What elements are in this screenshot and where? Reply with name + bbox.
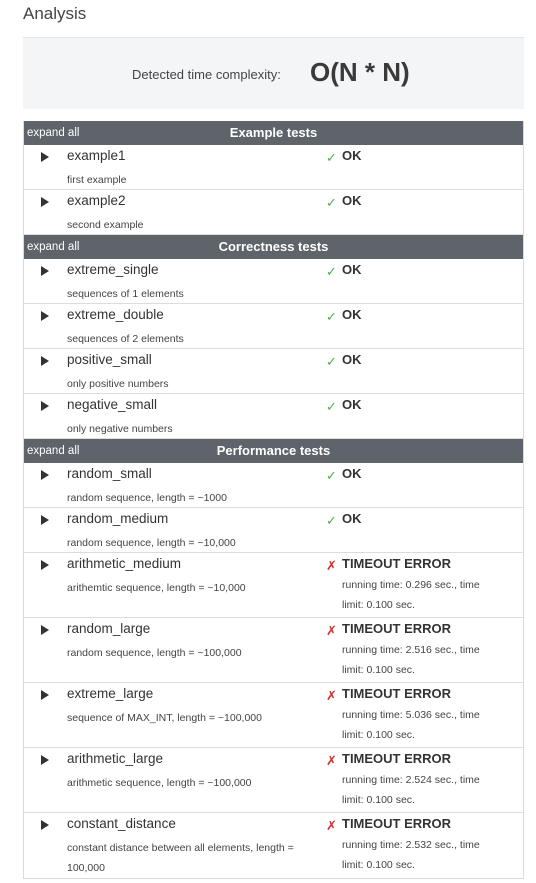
- check-icon: ✓: [326, 264, 337, 279]
- test-name: extreme_large: [67, 686, 154, 701]
- expand-triangle-icon[interactable]: [41, 266, 49, 276]
- expand-triangle-icon[interactable]: [41, 311, 49, 321]
- test-row: [24, 748, 523, 813]
- expand-triangle-icon[interactable]: [41, 197, 49, 207]
- expand-triangle-icon[interactable]: [41, 690, 49, 700]
- group-title: Performance tests: [216, 443, 331, 458]
- test-description: sequences of 1 elements: [67, 288, 184, 300]
- test-row: [24, 553, 523, 618]
- complexity-label: Detected time complexity:: [132, 67, 281, 82]
- check-icon: ✓: [326, 513, 337, 528]
- expand-triangle-icon[interactable]: [41, 152, 49, 162]
- test-status-detail: running time: 5.036 sec., time limit: 0.100 sec.: [342, 709, 480, 741]
- test-description: first example: [67, 174, 127, 186]
- test-row: [24, 349, 523, 394]
- cross-icon: ✗: [326, 558, 337, 573]
- expand-all-link[interactable]: expand all: [27, 445, 80, 457]
- test-name: example2: [67, 193, 126, 208]
- group-header: [24, 439, 523, 463]
- test-description: constant distance between all elements, length = 100,000: [67, 842, 294, 874]
- test-row: [24, 259, 523, 304]
- test-status: TIMEOUT ERROR: [342, 621, 452, 636]
- test-status-detail: running time: 2.524 sec., time limit: 0.100 sec.: [342, 774, 480, 806]
- test-name: example1: [67, 148, 126, 163]
- test-row: [24, 618, 523, 683]
- test-row: [24, 190, 523, 235]
- test-description: arithemtic sequence, length = ~10,000: [67, 582, 246, 594]
- test-status-detail: running time: 2.532 sec., time limit: 0.100 sec.: [342, 839, 480, 871]
- check-icon: ✓: [326, 150, 337, 165]
- test-row: [24, 683, 523, 748]
- test-name: arithmetic_large: [67, 751, 164, 766]
- expand-triangle-icon[interactable]: [41, 820, 49, 830]
- cross-icon: ✗: [326, 623, 337, 638]
- test-name: constant_distance: [67, 816, 176, 831]
- test-description: random sequence, length = ~10,000: [67, 537, 236, 549]
- test-status: OK: [342, 511, 362, 526]
- tests-table: [23, 121, 524, 879]
- complexity-panel: [23, 37, 524, 109]
- test-name: random_medium: [67, 511, 169, 526]
- expand-triangle-icon[interactable]: [41, 515, 49, 525]
- check-icon: ✓: [326, 309, 337, 324]
- check-icon: ✓: [326, 399, 337, 414]
- check-icon: ✓: [326, 195, 337, 210]
- test-description: sequence of MAX_INT, length = ~100,000: [67, 712, 262, 724]
- test-row: [24, 463, 523, 508]
- expand-triangle-icon[interactable]: [41, 470, 49, 480]
- test-status: TIMEOUT ERROR: [342, 816, 452, 831]
- test-status: TIMEOUT ERROR: [342, 751, 452, 766]
- expand-triangle-icon[interactable]: [41, 560, 49, 570]
- test-status-detail: running time: 0.296 sec., time limit: 0.100 sec.: [342, 579, 480, 611]
- group-header: [24, 235, 523, 259]
- test-status: TIMEOUT ERROR: [342, 686, 452, 701]
- test-row: [24, 304, 523, 349]
- test-description: only positive numbers: [67, 378, 169, 390]
- group-title: Example tests: [229, 125, 318, 140]
- test-description: second example: [67, 219, 144, 231]
- expand-triangle-icon[interactable]: [41, 356, 49, 366]
- cross-icon: ✗: [326, 753, 337, 768]
- test-name: arithmetic_medium: [67, 556, 182, 571]
- test-name: negative_small: [67, 397, 158, 412]
- test-status: OK: [342, 466, 362, 481]
- test-status: OK: [342, 307, 362, 322]
- test-row: [24, 508, 523, 553]
- test-description: arithmetic sequence, length = ~100,000: [67, 777, 252, 789]
- expand-all-link[interactable]: expand all: [27, 127, 80, 139]
- test-row: [24, 394, 523, 439]
- expand-triangle-icon[interactable]: [41, 755, 49, 765]
- cross-icon: ✗: [326, 688, 337, 703]
- group-header: [24, 121, 523, 145]
- test-status: OK: [342, 262, 362, 277]
- test-status: OK: [342, 397, 362, 412]
- test-name: random_large: [67, 621, 151, 636]
- test-description: sequences of 2 elements: [67, 333, 184, 345]
- cross-icon: ✗: [326, 818, 337, 833]
- page-title: Analysis: [23, 4, 87, 23]
- complexity-value: O(N * N): [310, 57, 410, 87]
- test-row: [24, 145, 523, 190]
- check-icon: ✓: [326, 468, 337, 483]
- test-description: only negative numbers: [67, 423, 173, 435]
- test-name: positive_small: [67, 352, 152, 367]
- test-name: random_small: [67, 466, 152, 481]
- test-status: TIMEOUT ERROR: [342, 556, 452, 571]
- expand-triangle-icon[interactable]: [41, 625, 49, 635]
- test-status: OK: [342, 352, 362, 367]
- test-status: OK: [342, 148, 362, 163]
- expand-all-link[interactable]: expand all: [27, 241, 80, 253]
- expand-triangle-icon[interactable]: [41, 401, 49, 411]
- test-status-detail: running time: 2.516 sec., time limit: 0.100 sec.: [342, 644, 480, 676]
- test-status: OK: [342, 193, 362, 208]
- test-name: extreme_single: [67, 262, 159, 277]
- test-name: extreme_double: [67, 307, 164, 322]
- check-icon: ✓: [326, 354, 337, 369]
- test-description: random sequence, length = ~1000: [67, 492, 227, 504]
- group-title: Correctness tests: [218, 239, 329, 254]
- test-row: [24, 813, 523, 878]
- test-description: random sequence, length = ~100,000: [67, 647, 242, 659]
